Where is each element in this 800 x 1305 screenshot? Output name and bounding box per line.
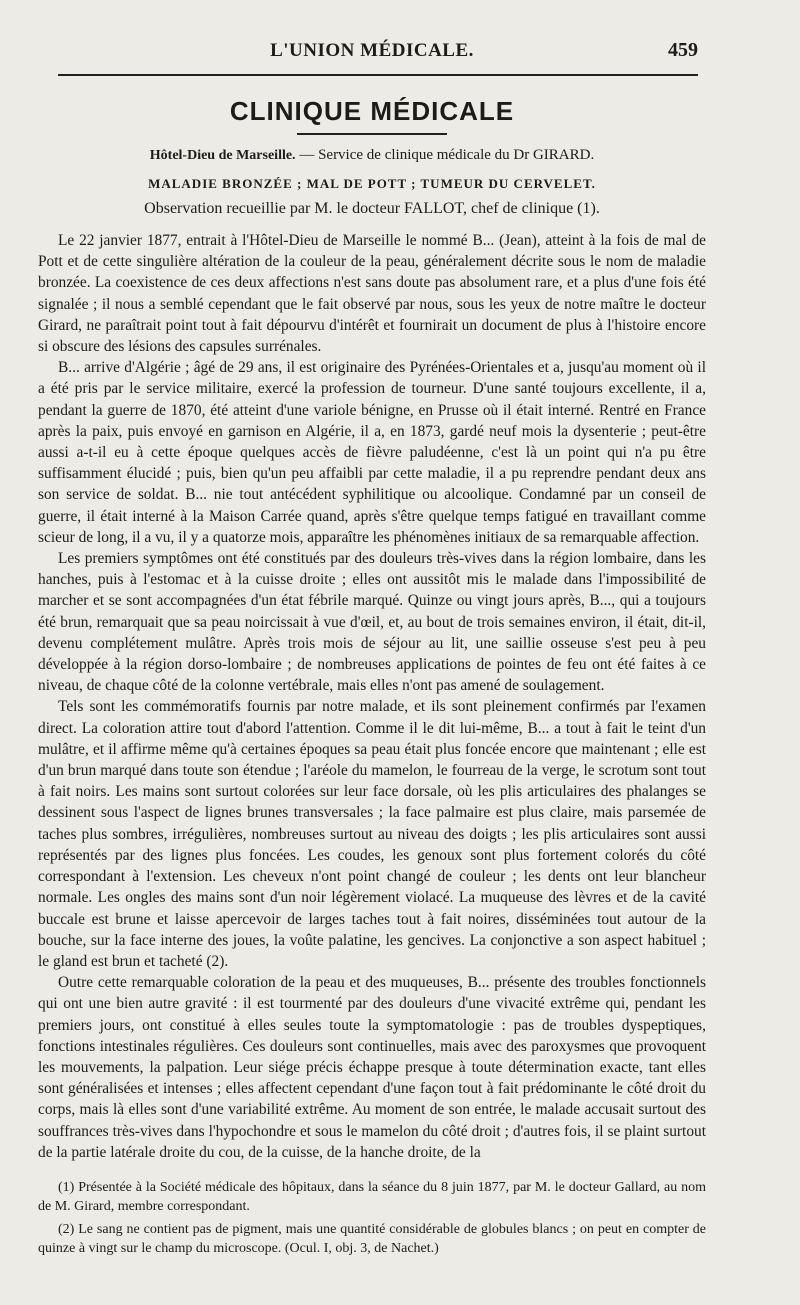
footnotes [38, 1178, 706, 1262]
service-description: — Service de clinique médicale du Dr GIRARD. [295, 147, 595, 163]
paragraph: Tels sont les commémoratifs fournis par notre malade, et ils sont pleinement confirmés par l'examen direct. La coloration attire tout d'abord l'attention. Comme il le dit lui-même, B... a tout à fait le teint d'un mulâtre, et il affirme même qu'à certaines époques sa peau était plus foncée encore que maintenant ; elle est d'un brun marqué dans toute son étendue ; l'aréole du mamelon, le fourreau de la verge, le scrotum sont tout à fait noirs. Les mains sont surtout colorées sur leur face dorsale, où les plis articulaires des phalanges se dessinent sous l'aspect de lignes brunes transversales ; la face palmaire est plus claire, mais parsemée de taches plus sombres, irrégulières, nombreuses surtout au niveau des doigts ; les plis articulaires sont aussi représentés par des lignes plus foncées. Les coudes, les genoux sont plus fortement colorés du côté correspondant à l'extension. Les cheveux n'ont point changé de couleur ; les dents ont leur blancheur normale. Les ongles des mains sont d'un noir légèrement violacé. La muqueuse des lèvres et de la cavité buccale est brune et laisse apercevoir de larges taches tout à fait noires, disséminées tout autour de la bouche, sur la face interne des joues, la voûte palatine, les gencives. La conjonctive a son aspect habituel ; le gland est brun et tacheté (2). [38, 698, 706, 970]
journal-page [38, 28, 706, 1288]
section-title: CLINIQUE MÉDICALE [229, 96, 515, 126]
paragraph: Le 22 janvier 1877, entrait à l'Hôtel-Dieu de Marseille le nommé B... (Jean), atteint à la fois de mal de Pott et de cette singulière altération de la couleur de la peau, généralement décrite sous le nom de maladie bronzée. La coexistence de ces deux affections n'est sans doute pas absolument rare, et a plus d'une fois été signalée ; il nous a semblé cependant que le fait observé par nous, sous les yeux de notre maître le docteur Girard, ne paraîtrait point tout à fait dépourvu d'intérêt et fournirait un document de plus à l'histoire encore si obscure des lésions des capsules surrénales. [38, 232, 706, 356]
article-body [38, 230, 706, 1163]
section-rule [297, 133, 447, 135]
header-rule [58, 74, 698, 76]
footnote: (2) Le sang ne contient pas de pigment, mais une quantité considérable de globules blancs ; on peut en compter de quinze à vingt sur le champ du microscope. (Ocul. I, obj. 3, de Nachet.) [38, 1222, 706, 1256]
case-subject: MALADIE BRONZÉE ; MAL DE POTT ; TUMEUR DU CERVELET. [148, 176, 596, 191]
running-header [38, 28, 706, 72]
service-line [38, 145, 706, 166]
footnote: (1) Présentée à la Société médicale des hôpitaux, dans la séance du 8 juin 1877, par M. le docteur Gallard, au nom de M. Girard, membre correspondant. [38, 1180, 706, 1214]
paragraph: Outre cette remarquable coloration de la peau et des muqueuses, B... présente des troubles fonctionnels qui ont une bien autre gravité : il est tourmenté par des douleurs d'une vivacité extrême qui, pendant les premiers jours, ont constitué à elles seules toute la symptomatologie : pas de troubles dyspeptiques, fonctions intestinales régulières. Ces douleurs sont continuelles, mais avec des paroxysmes que provoquent les mouvements, la palpation. Leur siége précis échappe presque à toute détermination exacte, tant elles sont généralisées et intenses ; elles affectent cependant d'une façon tout à fait prédominante le côté droit du corps, mais là elles sont d'une variabilité extrême. Au moment de son entrée, le malade accusait surtout des souffrances très-vives dans l'hypochondre et sous le mamelon du côté droit ; d'autres fois, il se plaint surtout de la partie latérale droite du cou, de la cuisse, de la hanche droite, de la [38, 974, 706, 1161]
journal-title: L'UNION MÉDICALE. [270, 40, 474, 61]
page-number: 459 [668, 39, 698, 61]
paragraph: Les premiers symptômes ont été constitués par des douleurs très-vives dans la région lombaire, dans les hanches, puis à l'estomac et à la cuisse droite ; elles ont aussitôt mis le malade dans l'impossibilité de marcher et se sont accompagnées d'un état fébrile marqué. Quinze ou vingt jours après, B..., qui a toujours été brun, remarquait que sa peau noircissait à vue d'œil, et, au bout de trois semaines environ, il était, dit-il, devenu complétement mulâtre. Après trois mois de séjour au lit, une saillie osseuse s'est peu à peu développée à la région dorso-lombaire ; de nombreuses applications de pointes de feu ont été faites à ce niveau, de chaque côté de la colonne vertébrale, mais elles n'ont pas amené de soulagement. [38, 550, 706, 695]
observation-credit: Observation recueillie par M. le docteur FALLOT, chef de clinique (1). [144, 200, 600, 217]
hospital-name: Hôtel-Dieu de Marseille. [149, 148, 296, 163]
paragraph: B... arrive d'Algérie ; âgé de 29 ans, il est originaire des Pyrénées-Orientales et a, jusqu'au moment où il a été pris par le service militaire, exercé la profession de tourneur. D'une santé toujours excellente, il a, pendant la guerre de 1870, été atteint d'une variole bénigne, en Prusse où il était interné. Rentré en France après la paix, puis envoyé en garnison en Algérie, il a, en 1873, gardé neuf mois la dysenterie ; peut-être aussi a-t-il eu à cette époque quelques accès de fièvre paludéenne, c'est là un point qui n'a pu être suffisamment élucidé ; puis, bien qu'un peu affaibli par cette maladie, il a pu reprendre pendant deux ans son service de soldat. B... nie tout antécédent syphilitique ou alcoolique. Condamné par un conseil de guerre, il était interné à la Maison Carrée quand, après s'être quelque temps fatigué en travaillant comme scieur de long, il a vu, il y a quatorze mois, apparaître les phénomènes initiaux de sa remarquable affection. [38, 359, 706, 546]
